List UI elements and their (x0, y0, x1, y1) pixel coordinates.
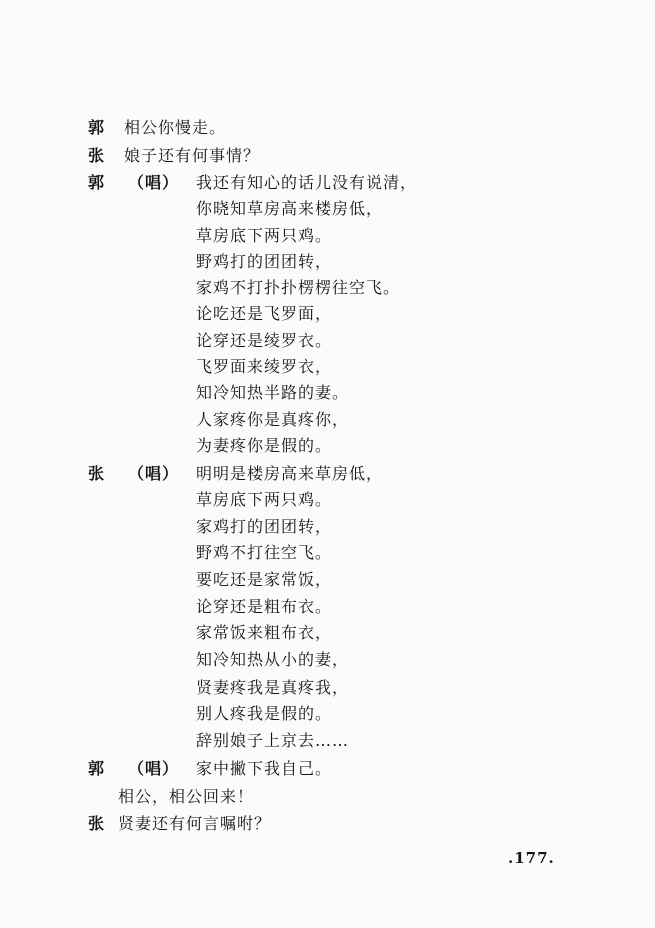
line-text: 人家疼你是真疼你， (196, 410, 350, 429)
line-text: 论穿还是粗布衣。 (196, 597, 333, 616)
script-line (0, 226, 655, 246)
script-line (0, 650, 655, 670)
line-text: 家鸡打的团团转， (196, 517, 333, 536)
line-text: 贤妻还有何言嘱咐？ (118, 814, 272, 833)
stage-cue: （唱） (128, 173, 180, 192)
stage-cue: （唱） (128, 759, 180, 778)
line-text: 我还有知心的话儿没有说清， (196, 173, 418, 192)
line-text: 家中撇下我自己。 (196, 759, 333, 778)
script-line (0, 252, 655, 272)
line-text: 草房底下两只鸡。 (196, 226, 333, 245)
line-text: 野鸡打的团团转， (196, 252, 333, 271)
line-text: 论吃还是飞罗面， (196, 304, 333, 323)
script-line (0, 118, 655, 138)
line-text: 相公你慢走。 (124, 118, 227, 137)
script-line (0, 199, 655, 219)
line-text: 知冷知热从小的妻， (196, 650, 350, 669)
line-text: 论穿还是绫罗衣。 (196, 331, 333, 350)
script-line (0, 383, 655, 403)
script-line (0, 173, 655, 193)
speaker-name: 张 (88, 146, 106, 165)
line-text: 明明是楼房高来草房低， (196, 464, 384, 483)
line-text: 别人疼我是假的。 (196, 704, 333, 723)
script-line (0, 278, 655, 298)
line-text: 知冷知热半路的妻。 (196, 383, 350, 402)
line-text: 辞别娘子上京去…… (196, 731, 350, 750)
speaker-name: 张 (88, 464, 106, 483)
line-text: 野鸡不打往空飞。 (196, 543, 333, 562)
script-line (0, 570, 655, 590)
line-text: 家鸡不打扑扑楞楞往空飞。 (196, 278, 401, 297)
script-line (0, 304, 655, 324)
line-text: 娘子还有何事情？ (124, 146, 261, 165)
line-text: 相公，相公回来！ (118, 787, 255, 806)
script-line (0, 814, 655, 834)
script-line (0, 543, 655, 563)
script-line (0, 678, 655, 698)
line-text: 飞罗面来绫罗衣， (196, 357, 333, 376)
line-text: 为妻疼你是假的。 (196, 436, 333, 455)
line-text: 家常饭来粗布衣， (196, 623, 333, 642)
script-line (0, 331, 655, 351)
stage-cue: （唱） (128, 464, 180, 483)
script-line (0, 787, 655, 807)
page-number: .177. (508, 849, 555, 867)
speaker-name: 郭 (88, 173, 106, 192)
script-line (0, 464, 655, 484)
speaker-name: 郭 (88, 759, 106, 778)
line-text: 贤妻疼我是真疼我， (196, 678, 350, 697)
script-line (0, 436, 655, 456)
speaker-name: 张 (88, 814, 106, 833)
line-text: 草房底下两只鸡。 (196, 490, 333, 509)
script-line (0, 731, 655, 751)
speaker-name: 郭 (88, 118, 106, 137)
line-text: 要吃还是家常饭， (196, 570, 333, 589)
script-line (0, 704, 655, 724)
script-line (0, 490, 655, 510)
line-text: 你晓知草房高来楼房低， (196, 199, 384, 218)
script-line (0, 357, 655, 377)
script-line (0, 410, 655, 430)
script-line (0, 759, 655, 779)
script-line (0, 623, 655, 643)
script-line (0, 146, 655, 166)
script-line (0, 597, 655, 617)
script-line (0, 517, 655, 537)
